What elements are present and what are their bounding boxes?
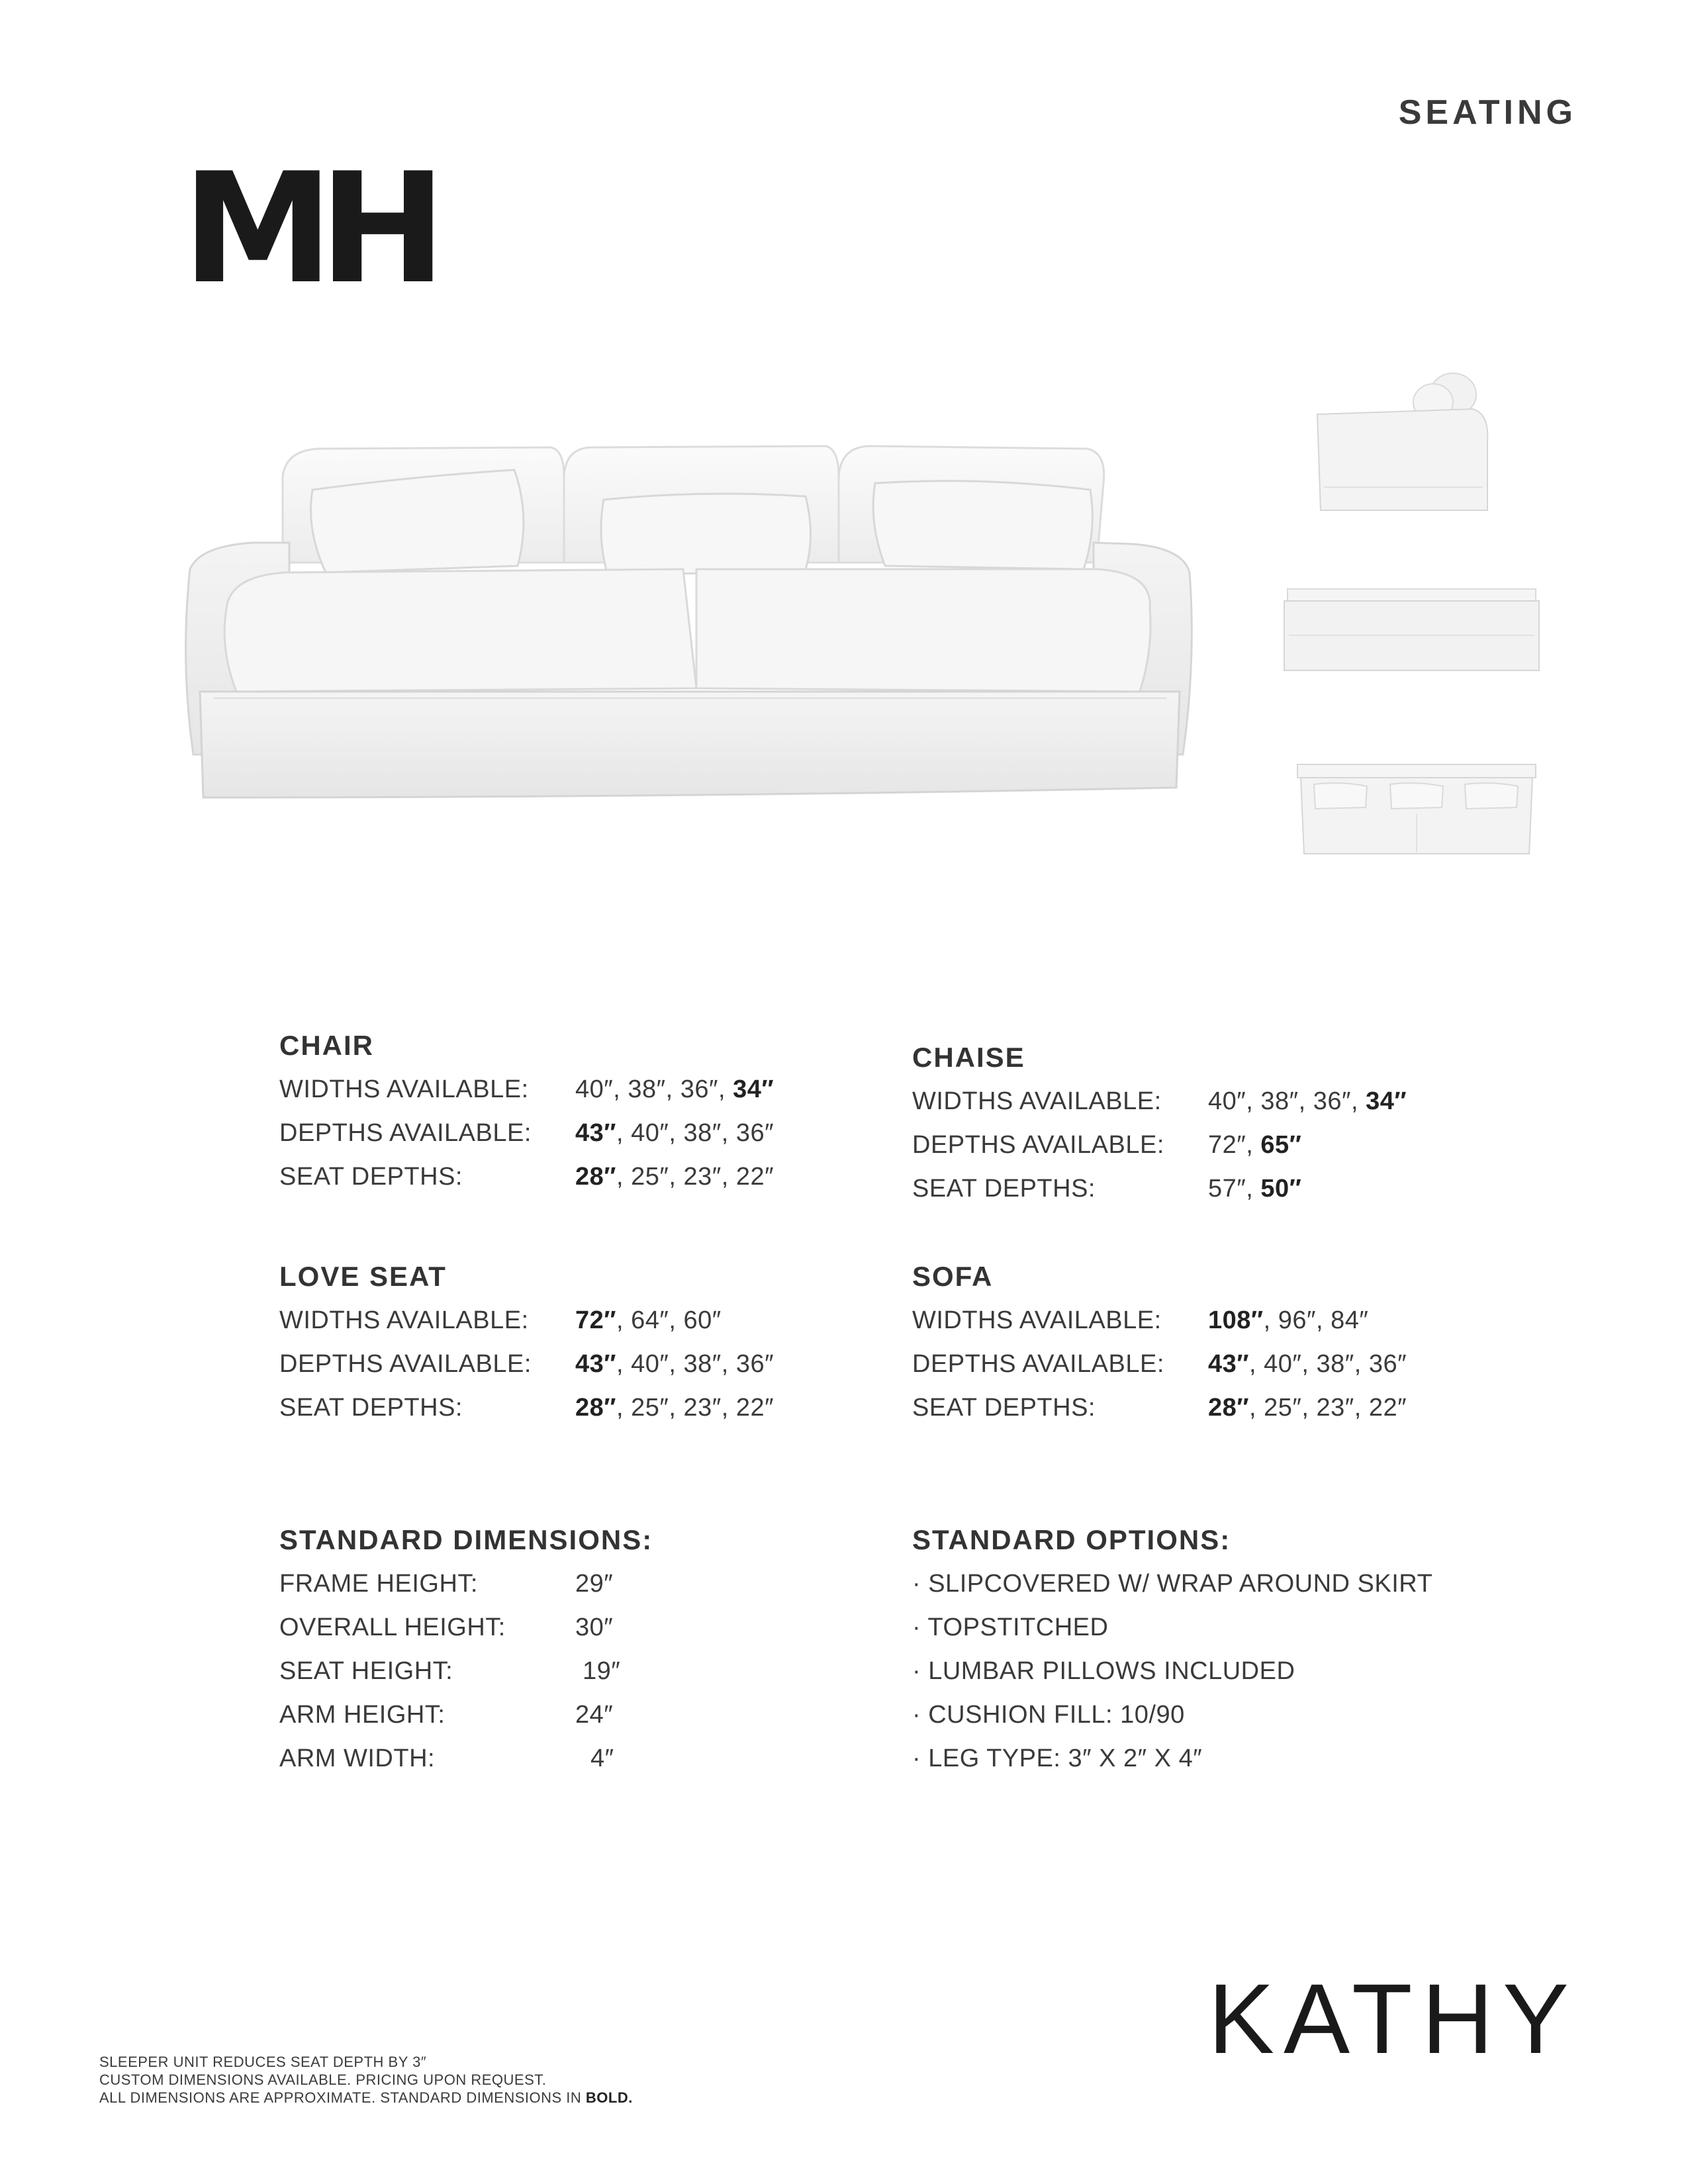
spec-label: SEAT DEPTHS: <box>912 1175 1096 1203</box>
spec-value: 50″ <box>1260 1175 1302 1203</box>
spec-value: 38″ <box>1316 1350 1354 1378</box>
spec-label: ARM WIDTH: <box>279 1745 436 1772</box>
spec-values: 43″, 40″, 38″, 36″ <box>1208 1350 1407 1378</box>
spec-label: DEPTHS AVAILABLE: <box>279 1119 532 1147</box>
sofa-side-view-image <box>1314 368 1493 514</box>
spec-label: SEAT HEIGHT: <box>279 1657 453 1685</box>
sofa-back-view-image <box>1294 761 1539 857</box>
option-item: · TOPSTITCHED <box>912 1614 1109 1641</box>
option-item: · CUSHION FILL: 10/90 <box>912 1701 1185 1729</box>
spec-value: 36″ <box>680 1075 718 1103</box>
spec-value: 23″ <box>1316 1394 1354 1422</box>
spec-value: 72″ <box>1208 1131 1246 1159</box>
spec-label: OVERALL HEIGHT: <box>279 1614 506 1641</box>
spec-label: DEPTHS AVAILABLE: <box>912 1131 1164 1159</box>
love-seat-title: LOVE SEAT <box>279 1261 447 1292</box>
spec-label: SEAT DEPTHS: <box>912 1394 1096 1422</box>
spec-value: 108″ <box>1208 1306 1264 1334</box>
spec-value: 36″ <box>735 1119 774 1147</box>
spec-value: 72″ <box>575 1306 616 1334</box>
spec-value: 23″ <box>683 1394 722 1422</box>
spec-value: 28″ <box>575 1394 616 1422</box>
spec-value: 43″ <box>1208 1350 1249 1378</box>
chaise-title: CHAISE <box>912 1042 1025 1073</box>
spec-value: 23″ <box>683 1163 722 1191</box>
spec-value: 30″ <box>575 1614 614 1641</box>
spec-value: 28″ <box>575 1163 616 1191</box>
spec-value: 40″ <box>1208 1087 1246 1115</box>
spec-values: 40″, 38″, 36″, 34″ <box>1208 1087 1407 1115</box>
option-item: · SLIPCOVERED W/ WRAP AROUND SKIRT <box>912 1570 1433 1598</box>
spec-value: 40″ <box>575 1075 614 1103</box>
standard-dimensions-title: STANDARD DIMENSIONS: <box>279 1524 653 1555</box>
spec-value: 29″ <box>575 1570 614 1598</box>
spec-value: 40″ <box>1264 1350 1302 1378</box>
spec-value: 57″ <box>1208 1175 1246 1203</box>
spec-value: 24″ <box>575 1701 614 1729</box>
spec-value: 25″ <box>631 1163 669 1191</box>
spec-label: SEAT DEPTHS: <box>279 1394 463 1422</box>
spec-value: 25″ <box>631 1394 669 1422</box>
option-item: · LUMBAR PILLOWS INCLUDED <box>912 1657 1295 1685</box>
footnote-bold: BOLD. <box>585 2089 633 2106</box>
spec-value: 22″ <box>1368 1394 1407 1422</box>
spec-values: 72″, 64″, 60″ <box>575 1306 722 1334</box>
spec-value: 19″ <box>583 1657 621 1685</box>
spec-label: WIDTHS AVAILABLE: <box>912 1306 1162 1334</box>
sofa-title: SOFA <box>912 1261 994 1292</box>
spec-values: 40″, 38″, 36″, 34″ <box>575 1075 774 1103</box>
spec-value: 36″ <box>735 1350 774 1378</box>
spec-label: SEAT DEPTHS: <box>279 1163 463 1191</box>
spec-value: 38″ <box>683 1350 722 1378</box>
option-item: · LEG TYPE: 3″ X 2″ X 4″ <box>912 1745 1203 1772</box>
spec-value: 38″ <box>628 1075 666 1103</box>
category-title: SEATING <box>1398 93 1577 132</box>
spec-values: 72″, 65″ <box>1208 1131 1302 1159</box>
spec-values: 57″, 50″ <box>1208 1175 1302 1203</box>
spec-label: FRAME HEIGHT: <box>279 1570 478 1598</box>
sofa-front-elevation-image <box>1281 582 1542 675</box>
spec-value: 36″ <box>1313 1087 1351 1115</box>
spec-value: 36″ <box>1368 1350 1407 1378</box>
spec-value: 4″ <box>590 1745 614 1772</box>
spec-values: 43″, 40″, 38″, 36″ <box>575 1119 774 1147</box>
footnotes <box>99 2053 633 2107</box>
spec-label: ARM HEIGHT: <box>279 1701 445 1729</box>
footnote-text: ALL DIMENSIONS ARE APPROXIMATE. STANDARD DIMENSIONS IN <box>99 2089 586 2106</box>
spec-values: 28″, 25″, 23″, 22″ <box>1208 1394 1407 1422</box>
spec-value: 64″ <box>631 1306 669 1334</box>
standard-options-title: STANDARD OPTIONS: <box>912 1524 1231 1555</box>
spec-value: 25″ <box>1264 1394 1302 1422</box>
footnote-line <box>99 2089 633 2107</box>
spec-label: WIDTHS AVAILABLE: <box>279 1306 529 1334</box>
spec-values: 28″, 25″, 23″, 22″ <box>575 1163 774 1191</box>
spec-value: 38″ <box>683 1119 722 1147</box>
spec-value: 34″ <box>733 1075 774 1103</box>
spec-label: DEPTHS AVAILABLE: <box>912 1350 1164 1378</box>
spec-value: 22″ <box>735 1394 774 1422</box>
footnote-line: SLEEPER UNIT REDUCES SEAT DEPTH BY 3″ <box>99 2054 427 2070</box>
spec-value: 38″ <box>1260 1087 1299 1115</box>
spec-label: DEPTHS AVAILABLE: <box>279 1350 532 1378</box>
spec-label: WIDTHS AVAILABLE: <box>912 1087 1162 1115</box>
spec-value: 43″ <box>575 1119 616 1147</box>
spec-values: 108″, 96″, 84″ <box>1208 1306 1369 1334</box>
spec-label: WIDTHS AVAILABLE: <box>279 1075 529 1103</box>
footnote-line: CUSTOM DIMENSIONS AVAILABLE. PRICING UPON REQUEST. <box>99 2071 547 2088</box>
spec-values: 28″, 25″, 23″, 22″ <box>575 1394 774 1422</box>
spec-value: 34″ <box>1366 1087 1407 1115</box>
spec-value: 96″ <box>1278 1306 1316 1334</box>
spec-value: 28″ <box>1208 1394 1249 1422</box>
spec-value: 40″ <box>631 1350 669 1378</box>
spec-values: 43″, 40″, 38″, 36″ <box>575 1350 774 1378</box>
sofa-front-image <box>173 437 1206 807</box>
spec-value: 40″ <box>631 1119 669 1147</box>
spec-value: 65″ <box>1260 1131 1302 1159</box>
spec-value: 84″ <box>1331 1306 1369 1334</box>
brand-name: KATHY <box>1208 1963 1578 2074</box>
spec-value: 60″ <box>683 1306 722 1334</box>
spec-value: 22″ <box>735 1163 774 1191</box>
spec-value: 43″ <box>575 1350 616 1378</box>
chair-title: CHAIR <box>279 1030 374 1061</box>
mh-logo: MH <box>182 141 432 318</box>
